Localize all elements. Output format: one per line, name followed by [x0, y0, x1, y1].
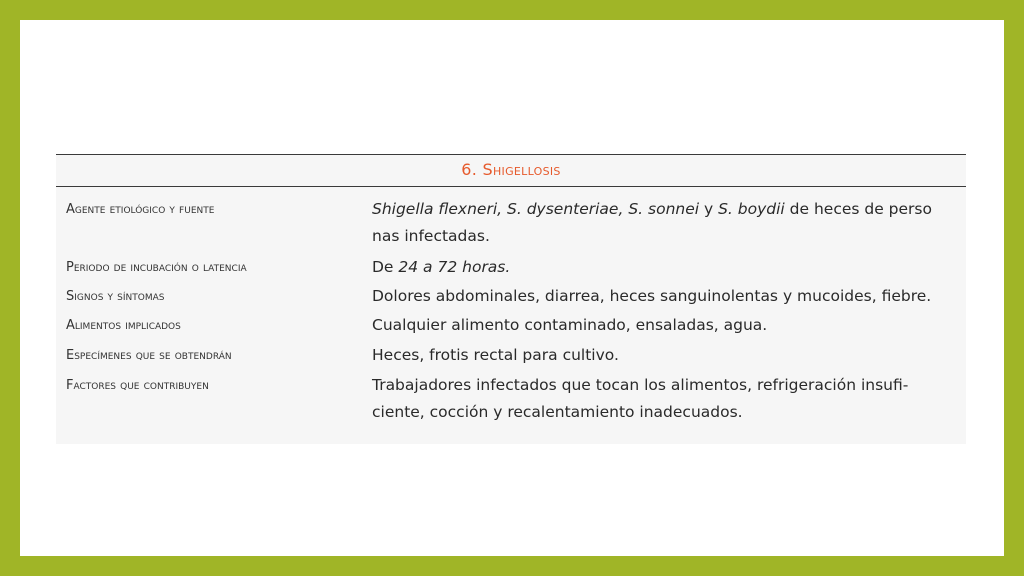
- label-especimenes: Especímenes que se obtendrán: [66, 348, 232, 363]
- header-rule: [56, 186, 966, 187]
- value-factores: [372, 372, 964, 426]
- title-text: Shigellosis: [482, 160, 561, 179]
- value-factores-line2: ciente, cocción y recalentamiento inadecuados.: [372, 403, 743, 421]
- label-agente: Agente etiológico y fuente: [66, 202, 215, 217]
- value-agente-line2: nas infectadas.: [372, 227, 490, 245]
- value-agente-rest: de heces de perso: [784, 200, 932, 218]
- table-title: [56, 160, 966, 179]
- value-periodo-prefix: De: [372, 258, 399, 276]
- value-agente-species: Shigella flexneri, S. dysenteriae, S. sonnei: [372, 200, 700, 218]
- shigellosis-table: [56, 154, 966, 444]
- label-alimentos: Alimentos implicados: [66, 318, 181, 333]
- value-agente-species2: S. boydii: [718, 200, 785, 218]
- value-periodo-italic: 24 a 72 horas.: [398, 258, 511, 276]
- value-alimentos: Cualquier alimento contaminado, ensaladas, agua.: [372, 316, 768, 334]
- value-agente: [372, 196, 964, 250]
- value-signos: Dolores abdominales, diarrea, heces sanguinolentas y mucoides, fiebre.: [372, 287, 932, 305]
- value-factores-line1: Trabajadores infectados que tocan los alimentos, refrigeración insufi-: [372, 376, 909, 394]
- label-factores: Factores que contribuyen: [66, 378, 209, 393]
- value-agente-line1: [372, 196, 964, 223]
- value-especimenes: Heces, frotis rectal para cultivo.: [372, 346, 619, 364]
- title-number: 6.: [461, 160, 478, 179]
- slide-page: [20, 20, 1004, 556]
- top-rule: [56, 154, 966, 155]
- label-signos: Signos y síntomas: [66, 289, 165, 304]
- value-agente-conj: y: [699, 200, 719, 218]
- value-periodo: [372, 254, 964, 281]
- label-periodo: Periodo de incubación o latencia: [66, 260, 247, 275]
